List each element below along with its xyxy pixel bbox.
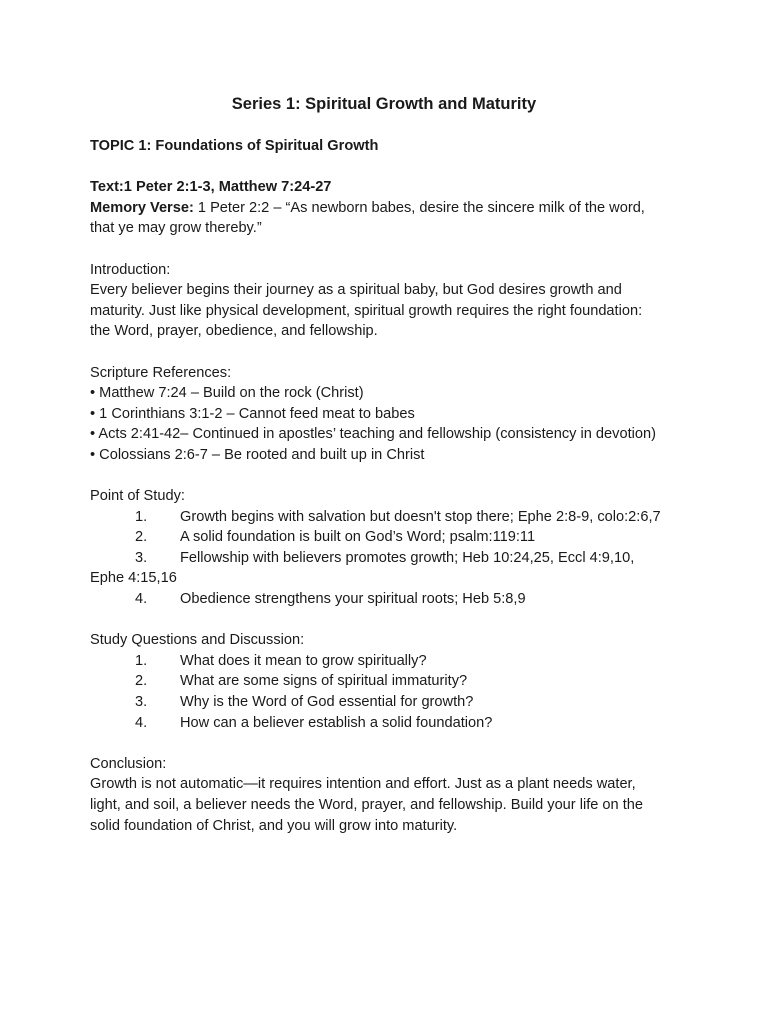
memory-verse-line [90,198,690,219]
topic-heading: TOPIC 1: Foundations of Spiritual Growth [90,138,379,154]
conclusion-line: Growth is not automatic—it requires intention and effort. Just as a plant needs water, [90,776,636,793]
scripture-reference-item: • Matthew 7:24 – Build on the rock (Christ) [90,385,364,402]
item-text: Obedience strengthens your spiritual roots; Heb 5:8,9 [180,591,526,608]
item-text: Fellowship with believers promotes growth; Heb 10:24,25, Eccl 4:9,10, [180,549,635,566]
introduction-line: maturity. Just like physical development, spiritual growth requires the right foundation: [90,302,643,319]
conclusion-line: light, and soil, a believer needs the Word, prayer, and fellowship. Build your life on the [90,797,643,813]
spacer [90,466,690,487]
spacer [90,239,690,260]
study-question-item [90,713,690,734]
conclusion-line: solid foundation of Christ, and you will grow into maturity. [90,817,458,834]
spacer [90,157,690,178]
item-text: What does it mean to grow spiritually? [180,652,427,669]
point-of-study-item [90,589,690,610]
scripture-reference-item: • Acts 2:41-42– Continued in apostles’ teaching and fellowship (consistency in devotion) [90,426,656,443]
scripture-references-heading: Scripture References: [90,364,232,381]
study-question-item [90,692,690,713]
item-number: 4. [135,591,148,608]
point-of-study-item [90,548,690,569]
item-number: 1. [135,508,148,525]
item-text: How can a believer establish a solid foundation? [180,714,493,731]
introduction-line: the Word, prayer, obedience, and fellowship. [90,323,378,340]
spacer [90,610,690,631]
item-number: 2. [135,529,148,546]
point-of-study-item-wrap: Ephe 4:15,16 [90,570,177,587]
memory-verse-continuation: that ye may grow thereby.” [90,220,262,237]
item-text: Why is the Word of God essential for growth? [180,694,474,711]
item-number: 3. [135,549,148,566]
document-body [90,136,690,836]
item-number: 2. [135,673,148,690]
item-text: Growth begins with salvation but doesn't stop there; Ephe 2:8-9, colo:2:6,7 [180,508,661,525]
study-questions-heading: Study Questions and Discussion: [90,632,305,649]
item-number: 4. [135,714,148,731]
document-title: Series 1: Spiritual Growth and Maturity [231,95,537,113]
text-reference: Text:1 Peter 2:1-3, Matthew 7:24-27 [90,179,332,196]
item-text: A solid foundation is built on God’s Word; psalm:119:11 [180,529,536,546]
memory-verse-label: Memory Verse: [90,199,194,216]
spacer [90,733,690,754]
scripture-reference-item: • Colossians 2:6-7 – Be rooted and built up in Christ [90,446,425,463]
memory-verse-text: 1 Peter 2:2 – “As newborn babes, desire the sincere milk of the word, [193,199,645,216]
point-of-study-item [90,507,690,528]
scripture-reference-item: • 1 Corinthians 3:1-2 – Cannot feed meat to babes [90,405,415,422]
item-text: What are some signs of spiritual immaturity? [180,673,468,690]
item-number: 1. [135,652,148,669]
introduction-line: Every believer begins their journey as a spiritual baby, but God desires growth and [90,282,622,299]
item-number: 3. [135,694,148,711]
point-of-study-item [90,527,690,548]
conclusion-heading: Conclusion: [90,755,167,772]
spacer [90,342,690,363]
introduction-heading: Introduction: [90,261,171,278]
study-question-item [90,671,690,692]
point-of-study-heading: Point of Study: [90,488,185,505]
study-question-item [90,651,690,672]
